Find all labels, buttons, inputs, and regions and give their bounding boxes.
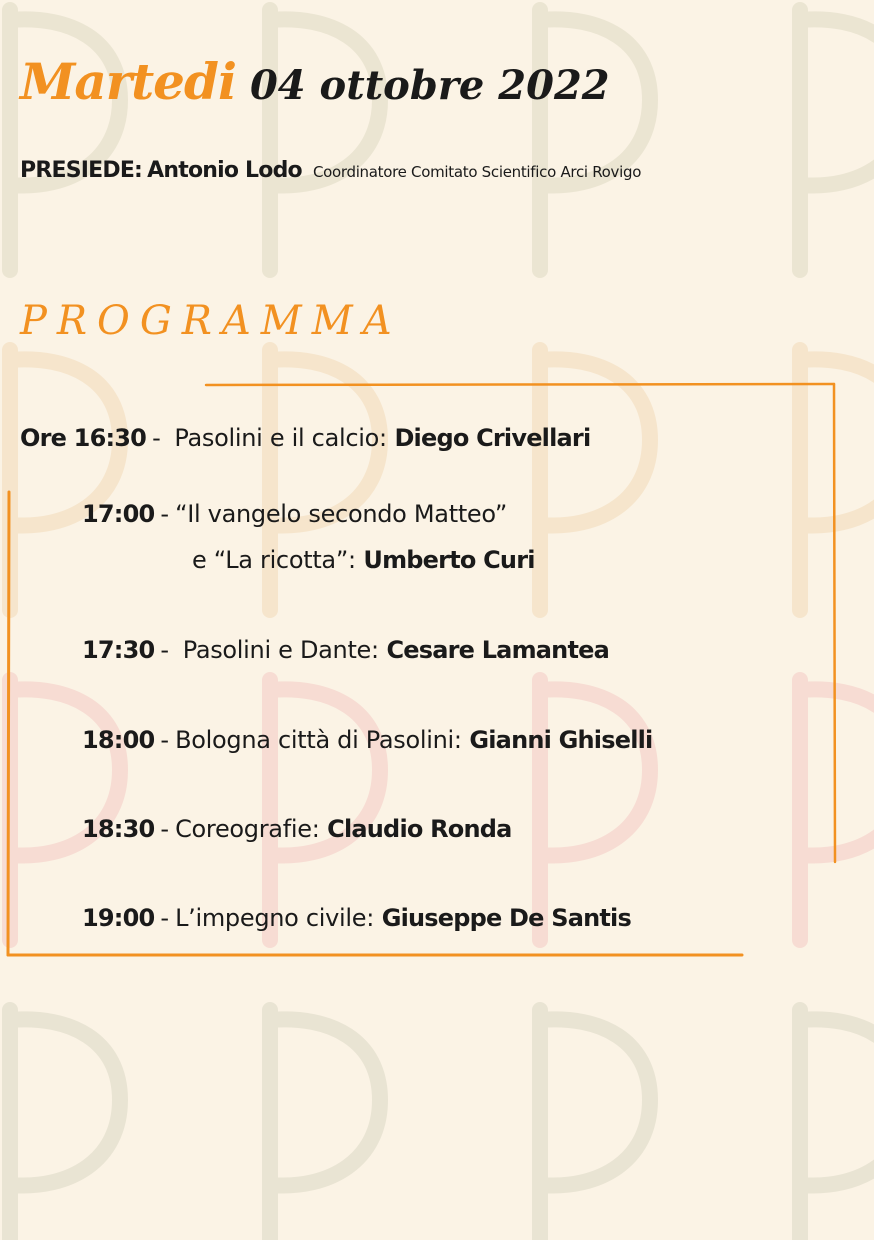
program-item: [82, 904, 631, 932]
item-time: 17:00: [82, 500, 155, 528]
program-item: [20, 424, 590, 452]
item-speaker: Claudio Ronda: [327, 815, 512, 843]
item-time: 18:30: [82, 815, 155, 843]
item-topic: Pasolini e il calcio:: [174, 424, 387, 452]
item-separator: -: [160, 904, 170, 932]
day-name: Martedi: [20, 52, 236, 111]
item-topic: Pasolini e Dante:: [182, 636, 379, 664]
frame-top-line: [206, 384, 834, 385]
item-time: Ore 16:30: [20, 424, 147, 452]
item-topic-line1: “Il vangelo secondo Matteo”: [175, 500, 508, 528]
presiede-label: PRESIEDE:: [20, 158, 143, 183]
frame-left-line: [8, 492, 9, 955]
item-speaker: Cesare Lamantea: [386, 636, 610, 664]
item-topic: L’impegno civile:: [175, 904, 375, 932]
item-time: 19:00: [82, 904, 155, 932]
item-separator: -: [160, 815, 170, 843]
item-speaker: Umberto Curi: [363, 546, 535, 574]
item-separator: -: [152, 424, 161, 452]
programma-heading: PROGRAMMA: [20, 298, 402, 344]
item-time: 18:00: [82, 726, 155, 754]
program-item-continuation: [192, 546, 535, 574]
item-separator: -: [160, 726, 170, 754]
item-separator: -: [160, 500, 170, 528]
program-item: [82, 636, 609, 664]
event-date: 04 ottobre 2022: [249, 62, 610, 109]
program-item: [82, 726, 652, 754]
item-topic: Coreografie:: [175, 815, 320, 843]
item-topic: Bologna città di Pasolini:: [175, 726, 462, 754]
item-speaker: Giuseppe De Santis: [381, 904, 631, 932]
item-separator: -: [160, 636, 170, 664]
item-time: 17:30: [82, 636, 155, 664]
presiede-role: Coordinatore Comitato Scientifico Arci Rovigo: [312, 163, 642, 181]
item-speaker: Gianni Ghiselli: [469, 726, 653, 754]
item-speaker: Diego Crivellari: [394, 424, 591, 452]
program-item: [82, 815, 512, 843]
item-topic-line2: e “La ricotta”:: [192, 546, 356, 574]
program-item: [82, 500, 507, 528]
frame-right-line: [834, 384, 835, 862]
presiede-name: Antonio Lodo: [147, 158, 302, 183]
